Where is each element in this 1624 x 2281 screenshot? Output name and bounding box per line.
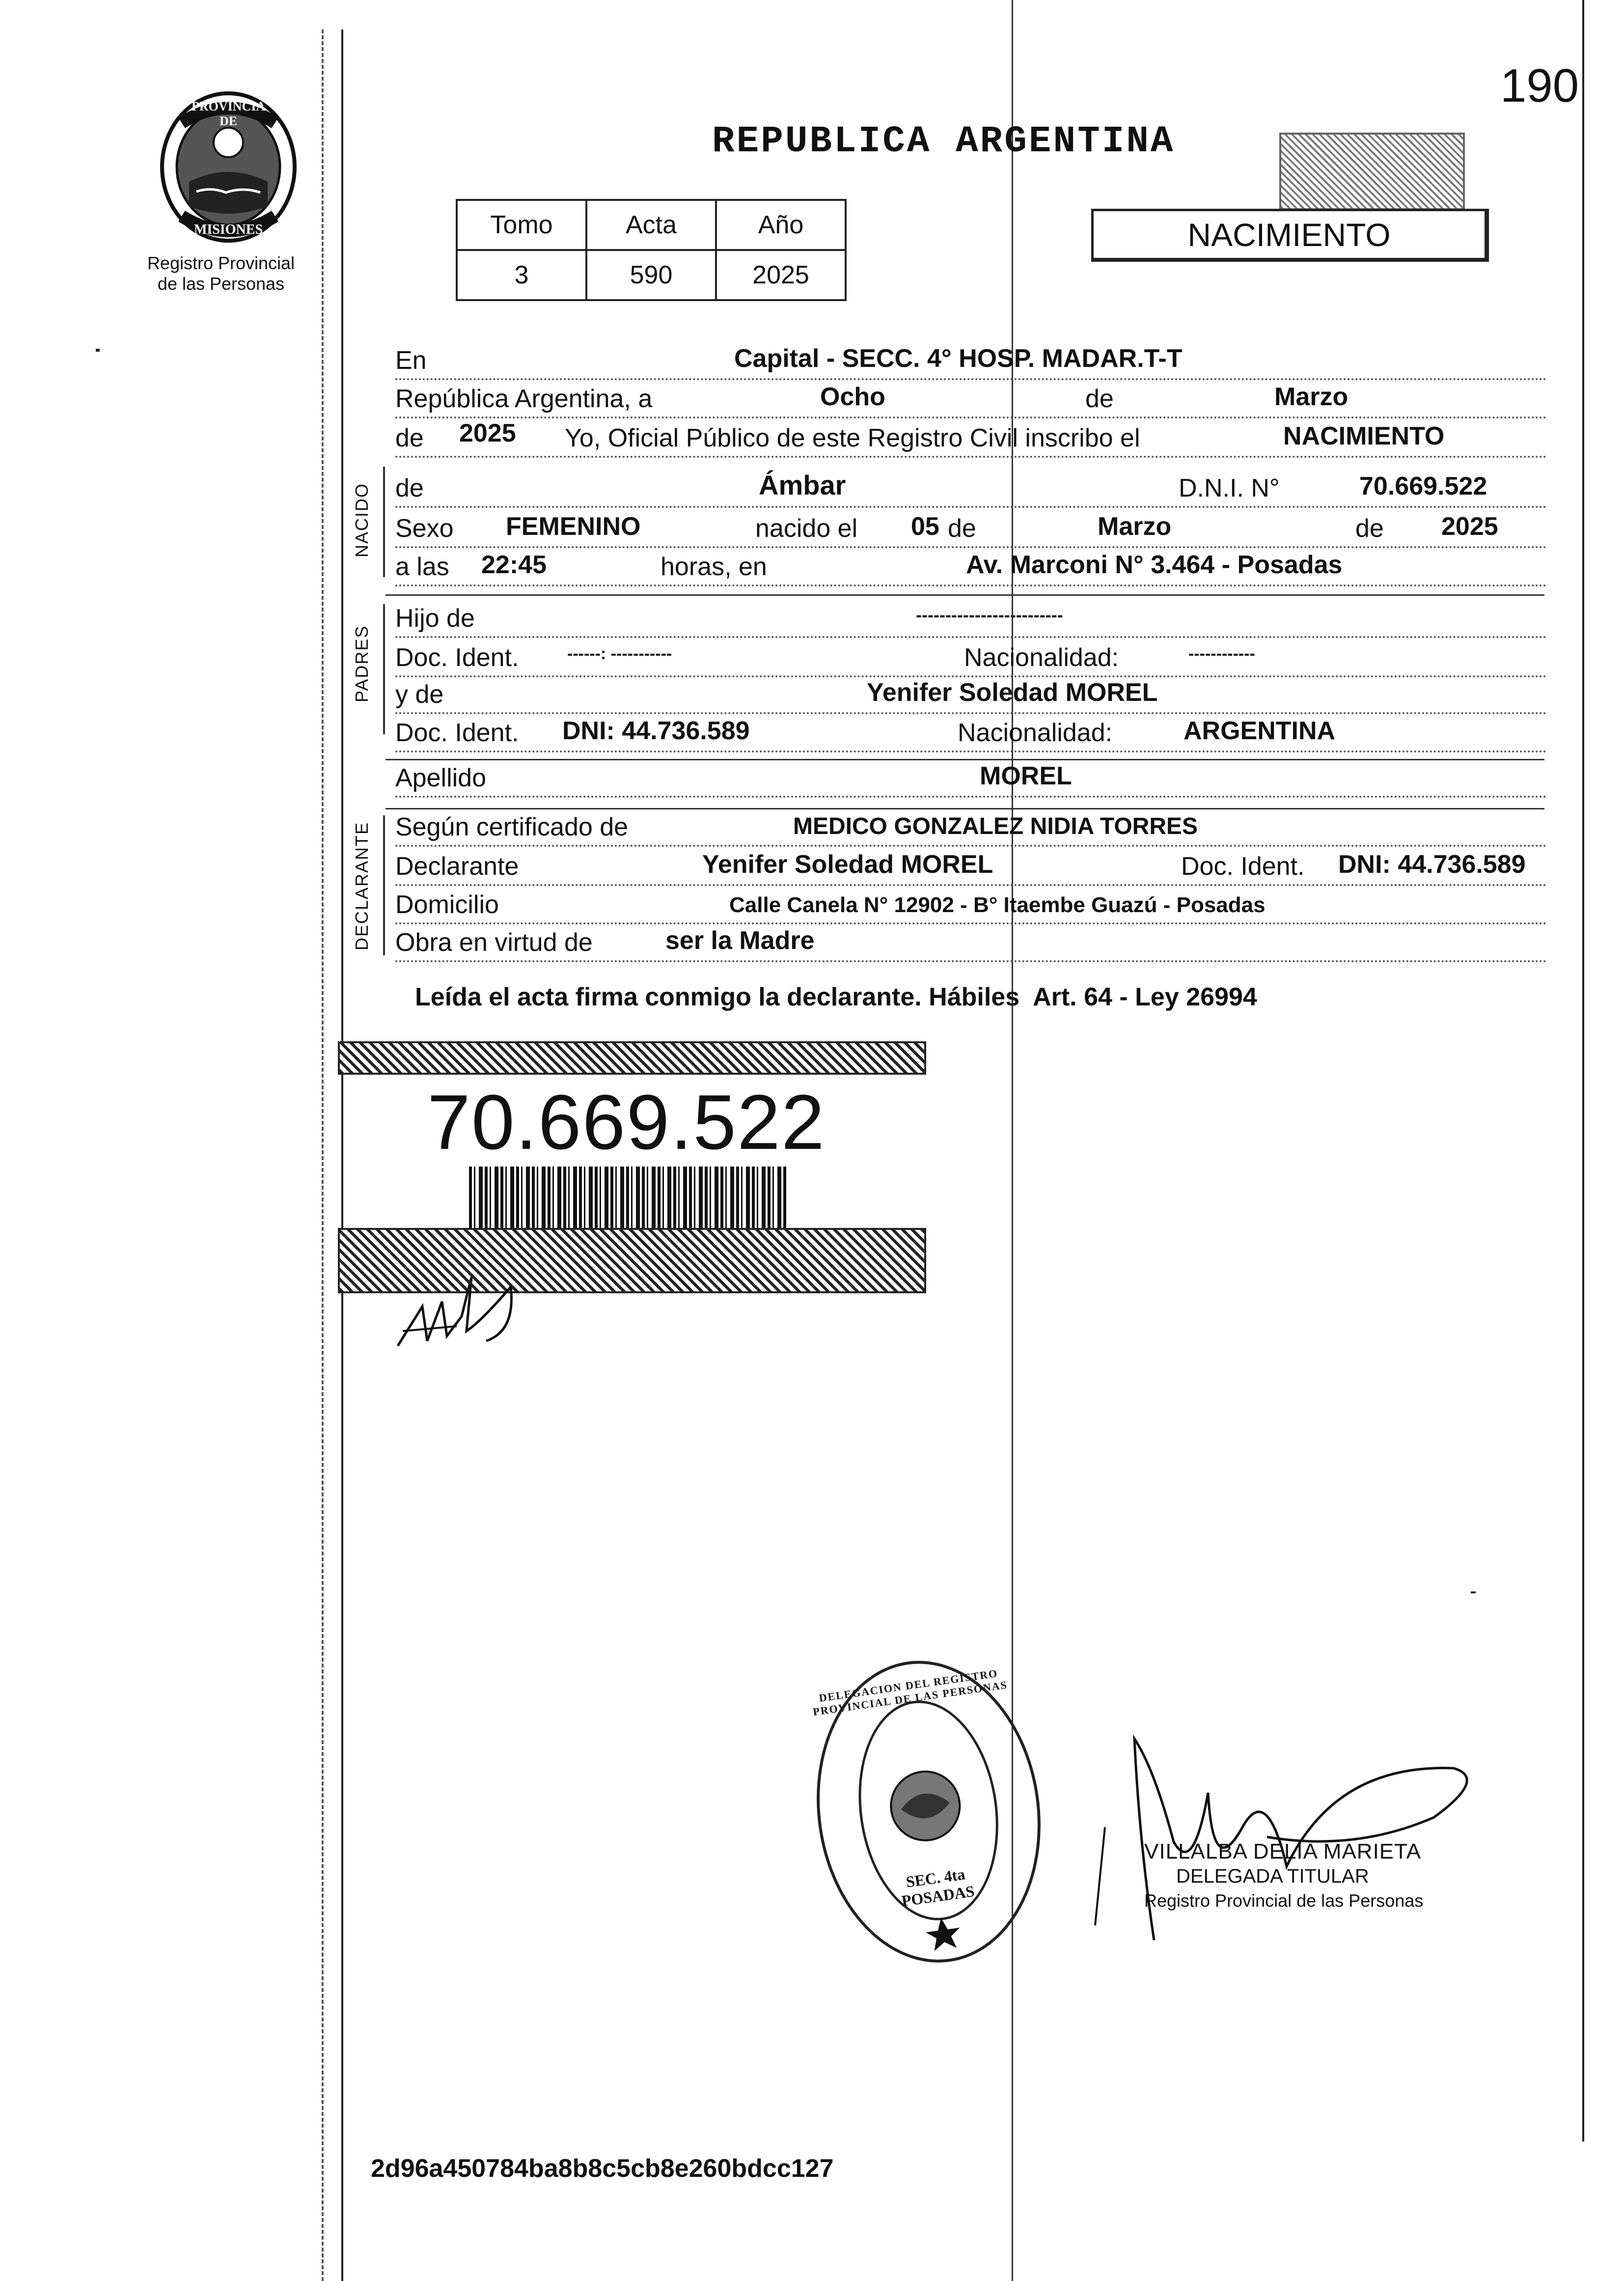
row-doc-madre (395, 711, 1547, 752)
value-mes-nacimiento: Marzo (1098, 512, 1172, 541)
value-nombre: Ámbar (759, 470, 846, 501)
row-doc-padre (395, 636, 1547, 677)
row-domicilio (395, 883, 1547, 924)
section-label-declarante: DECLARANTE (352, 821, 372, 950)
section-divider-1 (385, 594, 1544, 596)
label-apellido: Apellido (395, 764, 487, 792)
header-ano: Año (716, 200, 846, 250)
value-dni: 70.669.522 (1359, 472, 1487, 501)
value-lugar: Capital - SECC. 4° HOSP. MADAR.T-T (734, 344, 1183, 373)
label-horas-en: horas, en (661, 553, 767, 581)
label-obra: Obra en virtud de (395, 928, 593, 957)
official-stamp (798, 1646, 1059, 1977)
header-tomo: Tomo (457, 200, 586, 250)
label-doc-declarante: Doc. Ident. (1181, 852, 1305, 881)
document-hash: 2d96a450784ba8b8c5cb8e260bdcc127 (371, 2154, 834, 2183)
logo-seal-text-top: PROVINCIA DE (192, 99, 266, 128)
signatory-block (1144, 1839, 1423, 1913)
handwritten-initials (393, 1257, 535, 1370)
label-a-las: a las (395, 553, 449, 581)
stamp-inner-text: SEC. 4ta POSADAS (900, 1865, 976, 1910)
value-declarante: Yenifer Soledad MOREL (702, 850, 993, 879)
value-obra: ser la Madre (665, 926, 815, 955)
value-anio-inscripcion: 2025 (459, 419, 516, 447)
signatory-name: VILLALBA DELIA MARIETA (1144, 1839, 1422, 1864)
left-border-line (341, 29, 343, 2281)
value-sexo: FEMENINO (506, 512, 641, 541)
value-domicilio: Calle Canela N° 12902 - B° Itaembe Guazú - Posadas (729, 893, 1266, 917)
document-type-label: NACIMIENTO (1187, 217, 1391, 253)
dni-sticker-number: 70.669.522 (427, 1079, 826, 1166)
speck-mark-2 (96, 349, 100, 352)
label-republica: República Argentina, a (395, 385, 653, 413)
sticker-top-band (338, 1041, 926, 1075)
row-sexo (395, 507, 1547, 548)
section-label-nacido: NACIDO (352, 482, 372, 557)
label-declarante: Declarante (395, 852, 519, 881)
row-nombre (395, 467, 1547, 508)
value-mes-inscripcion: Marzo (1274, 383, 1349, 411)
header-acta: Acta (586, 200, 716, 250)
signatory-role: DELEGADA TITULAR (1176, 1865, 1369, 1887)
dni-barcode (469, 1167, 788, 1228)
reference-table-header (457, 200, 846, 250)
row-en (395, 339, 1547, 380)
row-anio (395, 417, 1547, 458)
value-apellido: MOREL (980, 762, 1072, 790)
value-dia-nacimiento: 05 (911, 512, 939, 541)
section-label-padres: PADRES (352, 625, 372, 702)
label-oficial: Yo, Oficial Público de este Registro Civil inscribo el (565, 424, 1140, 452)
padres-bracket (383, 604, 385, 734)
value-hora: 22:45 (481, 551, 547, 579)
value-ano: 2025 (716, 250, 846, 300)
label-domicilio: Domicilio (395, 890, 499, 919)
logo-caption-line1: Registro Provincial (147, 253, 295, 273)
label-sexo: Sexo (395, 514, 454, 543)
value-nacionalidad-padre: ------------ (1188, 644, 1255, 663)
value-padre: ------------------------- (916, 605, 1063, 625)
value-anio-nacimiento: 2025 (1441, 512, 1498, 541)
value-doc-declarante: DNI: 44.736.589 (1338, 850, 1526, 879)
reference-table (456, 199, 847, 301)
logo-caption (125, 253, 317, 294)
row-hora (395, 545, 1547, 586)
value-certificado: MEDICO GONZALEZ NIDIA TORRES (793, 813, 1198, 839)
reference-table-values (457, 250, 846, 300)
row-republica (395, 377, 1547, 418)
value-tomo: 3 (457, 250, 586, 300)
closing-note: Leída el acta firma conmigo la declarante. Hábiles Art. 64 - Ley 26994 (415, 983, 1257, 1011)
label-de-anio-nac: de (1355, 514, 1384, 543)
label-en: En (395, 346, 427, 375)
value-madre: Yenifer Soledad MOREL (867, 678, 1158, 707)
row-declarante (395, 845, 1547, 886)
row-hijo-de (395, 597, 1547, 638)
value-nacionalidad-madre: ARGENTINA (1184, 717, 1336, 745)
province-logo (152, 88, 304, 250)
document-title: REPUBLICA ARGENTINA (712, 120, 1175, 163)
value-tipo-inscripcion: NACIMIENTO (1283, 422, 1445, 450)
page-number: 190 (1500, 59, 1579, 112)
value-doc-madre: DNI: 44.736.589 (562, 717, 750, 745)
label-de-mes-nac: de (948, 514, 976, 543)
speck-mark (1471, 1591, 1476, 1593)
row-certificado (395, 806, 1547, 847)
declarante-bracket (383, 815, 385, 955)
left-margin-line (322, 29, 324, 2281)
stamp-ring-text: DELEGACION DEL REGISTRO PROVINCIAL DE LAS PERSONAS (812, 1667, 1009, 1718)
row-obra (395, 921, 1547, 962)
label-de-mes: de (1085, 385, 1114, 413)
nacido-bracket (383, 467, 385, 577)
label-nacionalidad-padre: Nacionalidad: (964, 643, 1119, 672)
value-acta: 590 (586, 250, 716, 300)
label-nacido-el: nacido el (755, 514, 858, 543)
label-doc-madre: Doc. Ident. (395, 719, 519, 747)
row-y-de (395, 673, 1547, 714)
label-de-nombre: de (395, 474, 424, 502)
right-border-line (1582, 0, 1584, 2142)
row-apellido (395, 756, 1547, 798)
document-type-box (1091, 209, 1489, 262)
signatory-org: Registro Provincial de las Personas (1144, 1891, 1424, 1911)
label-hijo-de: Hijo de (395, 604, 475, 633)
value-dia-inscripcion: Ocho (820, 383, 885, 411)
logo-caption-line2: de las Personas (157, 274, 285, 294)
label-dni: D.N.I. N° (1179, 474, 1280, 502)
value-lugar-nacimiento: Av. Marconi N° 3.464 - Posadas (966, 551, 1343, 579)
label-doc-padre: Doc. Ident. (395, 643, 519, 672)
label-nacionalidad-madre: Nacionalidad: (958, 719, 1113, 747)
label-de-anio: de (395, 424, 424, 452)
security-watermark (1279, 133, 1465, 210)
label-y-de: y de (395, 680, 444, 709)
logo-seal-text-bottom: MISIONES (193, 222, 263, 237)
label-certificado: Según certificado de (395, 813, 629, 841)
value-doc-padre: ------: ----------- (567, 644, 672, 663)
